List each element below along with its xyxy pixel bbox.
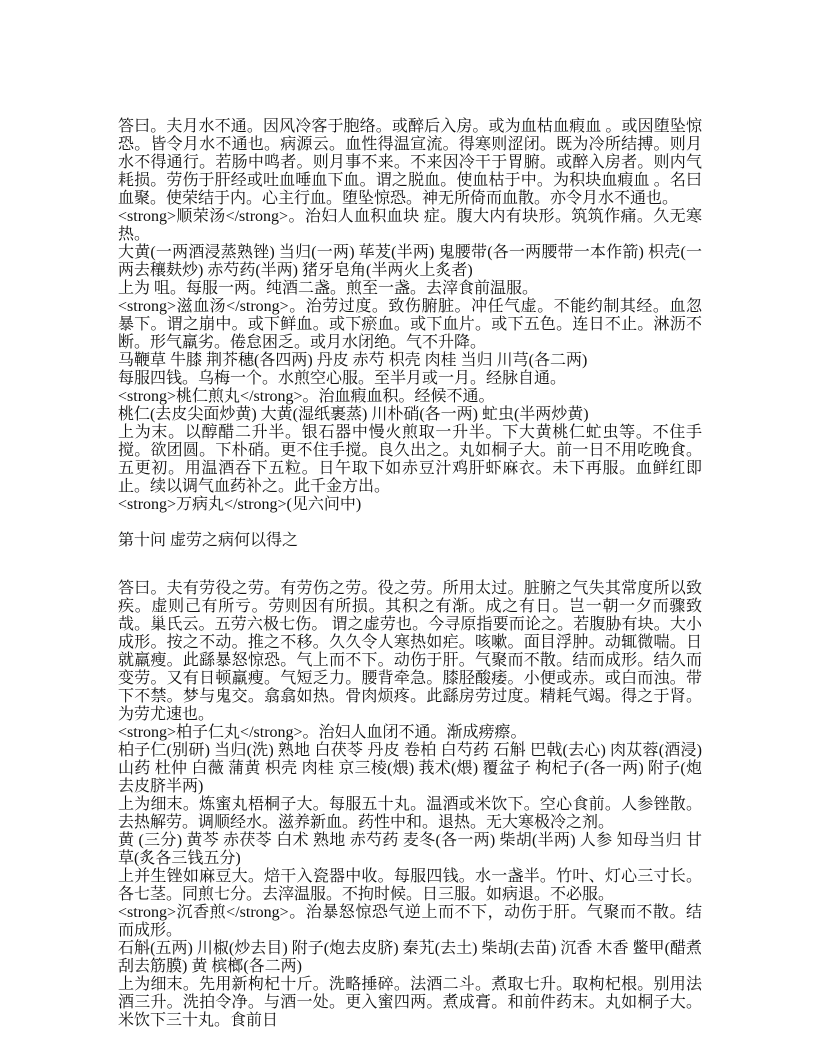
recipe-title: <strong>万病丸</strong>(见六问中) — [118, 496, 362, 513]
instructions: 上为细末。先用新枸杞十斤。洗略捶碎。法酒二斗。煮取七升。取枸杞根。别用法酒三升。洗拍令净。与酒一处。更入蜜四两。煮成膏。和前件药末。丸如桐子大。米饮下三十丸。食前日 — [118, 976, 702, 1029]
ingredients: 桃仁(去皮尖面炒黄) 大黄(湿纸裹蒸) 川朴硝(各一两) 虻虫(半两炒黄) — [118, 406, 589, 423]
ingredients: 大黄(一两酒浸蒸熟锉) 当归(一两) 荜茇(半两) 鬼腰带(各一两腰带一本作箭) 枳壳(一两去穰麸炒) 赤芍药(半两) 猪牙皂角(半两火上炙者) — [118, 244, 702, 279]
ingredients: 黄 (三分) 黄芩 赤茯苓 白术 熟地 赤芍药 麦冬(各一两) 柴胡(半两) 人参 知母当归 甘草(炙各三钱五分) — [118, 832, 702, 867]
spacer — [118, 550, 702, 580]
ingredients: 柏子仁(别研) 当归(洗) 熟地 白茯苓 丹皮 卷柏 白芍药 石斛 巴戟(去心) 肉苁蓉(酒浸) 山药 杜仲 白薇 蒲黄 枳壳 肉桂 京三棱(煨) 莪术(煨) 覆盆子 枸杞子(各一两) 附子(炮去皮脐半两) — [118, 742, 702, 795]
instructions: 上为末。以醇醋二升半。银石器中慢火煎取一升半。下大黄桃仁虻虫等。不住手搅。欲团圆。下朴硝。更不住手搅。良久出之。丸如桐子大。前一日不用吃晚食。五更初。用温酒吞下五粒。日午取下如赤豆汁鸡肝虾麻衣。未下再服。血鲜红即止。续以调气血药补之。此千金方出。 — [118, 424, 702, 495]
paragraph: 答曰。夫有劳役之劳。有劳伤之劳。役之劳。所用太过。脏腑之气失其常度所以致疾。虚则己有所亏。劳则因有所损。其积之有渐。成之有日。岂一朝一夕而骤致哉。巢氏云。五劳六极七伤。 谓之虚劳也。今寻原指要而论之。若腹胁有块。大小成形。按之不动。推之不移。久久令人寒热如疟。咳嗽。面目浮肿。动辄微喘。日就羸瘦。此繇暴怒惊恐。气上而不下。动伤于肝。气聚而不散。结而成形。结久而变劳。又有日顿羸瘦。气短乏力。腰背牵急。膝胫酸痿。小便或赤。或白而浊。带下不禁。梦与鬼交。翕翕如热。骨肉烦疼。此繇房劳过度。精耗气竭。得之于肾。为劳尤速也。 — [118, 580, 702, 723]
instructions: 上为 咀。每服一两。纯酒二盏。煎至一盏。去滓食前温服。 — [118, 280, 539, 297]
ingredients: 马鞭草 牛膝 荆芥穗(各四两) 丹皮 赤芍 枳壳 肉桂 当归 川芎(各二两) — [118, 352, 588, 369]
paragraph: 答曰。夫月水不通。因风冷客于胞络。或醉后入房。或为血枯血瘕血 。或因堕坠惊恐。皆令月水不通也。病源云。血性得温宣流。得寒则涩闭。既为冷所结搏。则月水不得通行。若肠中鸣者。则月事不来。不来因冷干于胃腑。或醉入房者。则内气耗损。劳伤于肝经或吐血唾血下血。谓之脱血。使血枯于中。为积块血瘕血 。名曰血聚。使荣结于内。心主行血。堕坠惊恐。神无所倚而血散。亦令月水不通也。 — [118, 118, 702, 207]
section-heading: 第十问 虚劳之病何以得之 — [118, 532, 299, 549]
recipe-title: <strong>沉香煎</strong>。治暴怒惊恐气逆上而不下，动伤于肝。气聚而不散。结而成形。 — [118, 904, 702, 939]
recipe-title: <strong>柏子仁丸</strong>。治妇人血闭不通。渐成痨瘵。 — [118, 724, 527, 741]
spacer — [118, 514, 702, 532]
recipe-title: <strong>桃仁煎丸</strong>。治血瘕血积。经候不通。 — [118, 388, 495, 405]
ingredients: 石斛(五两) 川椒(炒去目) 附子(炮去皮脐) 秦艽(去土) 柴胡(去苗) 沉香 木香 鳖甲(醋煮刮去筋膜) 黄 槟榔(各二两) — [118, 940, 702, 975]
instructions: 每服四钱。乌梅一个。水煎空心服。至半月或一月。经脉自通。 — [118, 370, 567, 387]
document-page — [118, 118, 702, 1030]
instructions: 上并生锉如麻豆大。焙干入瓷器中收。每服四钱。水一盏半。竹叶、灯心三寸长。各七茎。同煎七分。去滓温服。不拘时候。日三服。如病退。不必服。 — [118, 868, 702, 903]
recipe-title: <strong>顺荣汤</strong>。治妇人血积血块 症。腹大内有块形。筑筑作痛。久无寒热。 — [118, 208, 702, 243]
instructions: 上为细末。炼蜜丸梧桐子大。每服五十丸。温酒或米饮下。空心食前。人参锉散。去热解劳。调顺经水。滋养新血。药性中和。退热。无大寒极冷之剂。 — [118, 796, 702, 831]
recipe-title: <strong>滋血汤</strong>。治劳过度。致伤腑脏。冲任气虚。不能约制其经。血忽暴下。谓之崩中。或下鲜血。或下瘀血。或下血片。或下五色。连日不止。淋沥不断。形气羸劣。倦怠困乏。或月水闭绝。气不升降。 — [118, 298, 702, 351]
